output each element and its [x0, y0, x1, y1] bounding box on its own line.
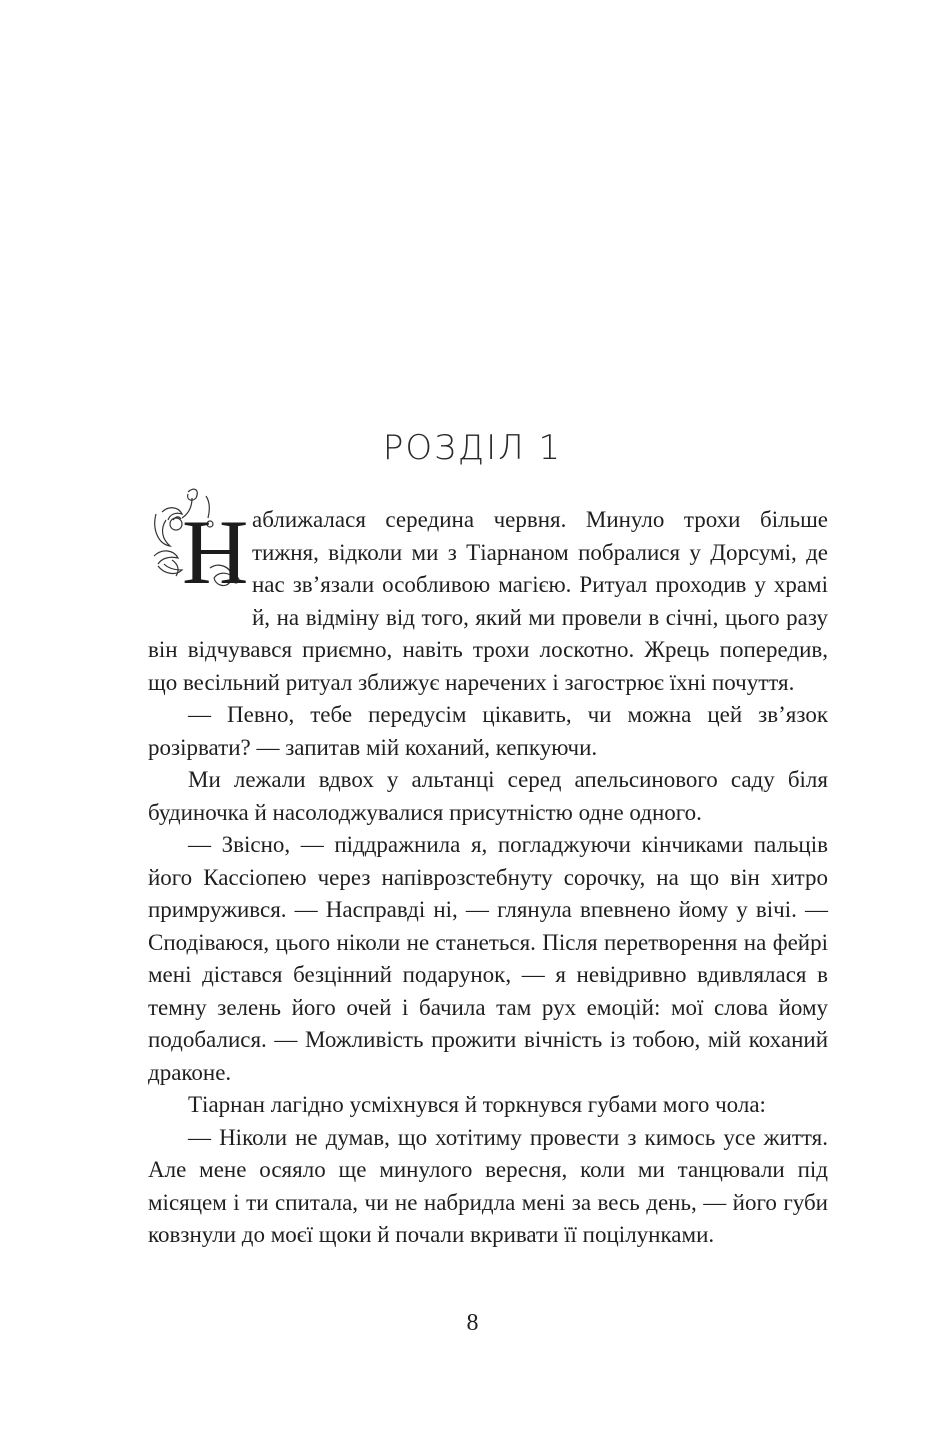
paragraph-4: — Звісно, — піддражнила я, погладжуючи кінчиками пальців його Кассіопею через напіврозстебнуту сорочку, на що він хитро примружився. — Насправді ні, — глянула впевнено йому у вічі. — Сподіваюся, цього ніколи не станеться. Після перетворення на фейрі мені дістався безцінний подарунок, — я невідривно вдивлялася в темну зелень його очей і бачила там рух емоцій: мої слова йому подобалися. — Можливість прожити вічність із тобою, мій коханий драконе.	[148, 832, 828, 1085]
page-number: 8	[466, 1310, 479, 1336]
paragraph-6: — Ніколи не думав, що хотітиму провести з кимось усе життя. Але мене осяяло ще минулого вересня, коли ми танцювали під місяцем і ти спитала, чи не набридла мені за весь день, — його губи ковзнули до моєї щоки й почали вкривати її поцілунками.	[148, 1124, 828, 1247]
paragraph-1	[148, 501, 828, 699]
chapter-text	[148, 501, 828, 1252]
drop-cap	[148, 501, 249, 603]
drop-cap-letter: Н	[182, 501, 249, 603]
chapter-title: РОЗДІЛ 1	[382, 428, 563, 468]
paragraph-text: аближалася середина червня. Минуло трохи більше тижня, відколи ми з Тіарнаном побралися у Дорсумі, де нас зв’язали особливою магією. Ритуал проходив у храмі й, на відміну від того, який ми провели в січні, цього разу він відчувався приємно, навіть трохи лоскотно. Жрець попередив, що весільний ритуал зближує наречених і загострює їхні почуття.	[148, 507, 828, 695]
paragraph-3: Ми лежали вдвох у альтанці серед апельсинового саду біля будиночка й насолоджувалися присутністю одне одного.	[148, 767, 828, 825]
paragraph-5: Тіарнан лагідно усміхнувся й торкнувся губами мого чола:	[188, 1092, 766, 1117]
paragraph-2: — Певно, тебе передусім цікавить, чи можна цей зв’язок розірвати? — запитав мій коханий, кепкуючи.	[148, 702, 828, 760]
